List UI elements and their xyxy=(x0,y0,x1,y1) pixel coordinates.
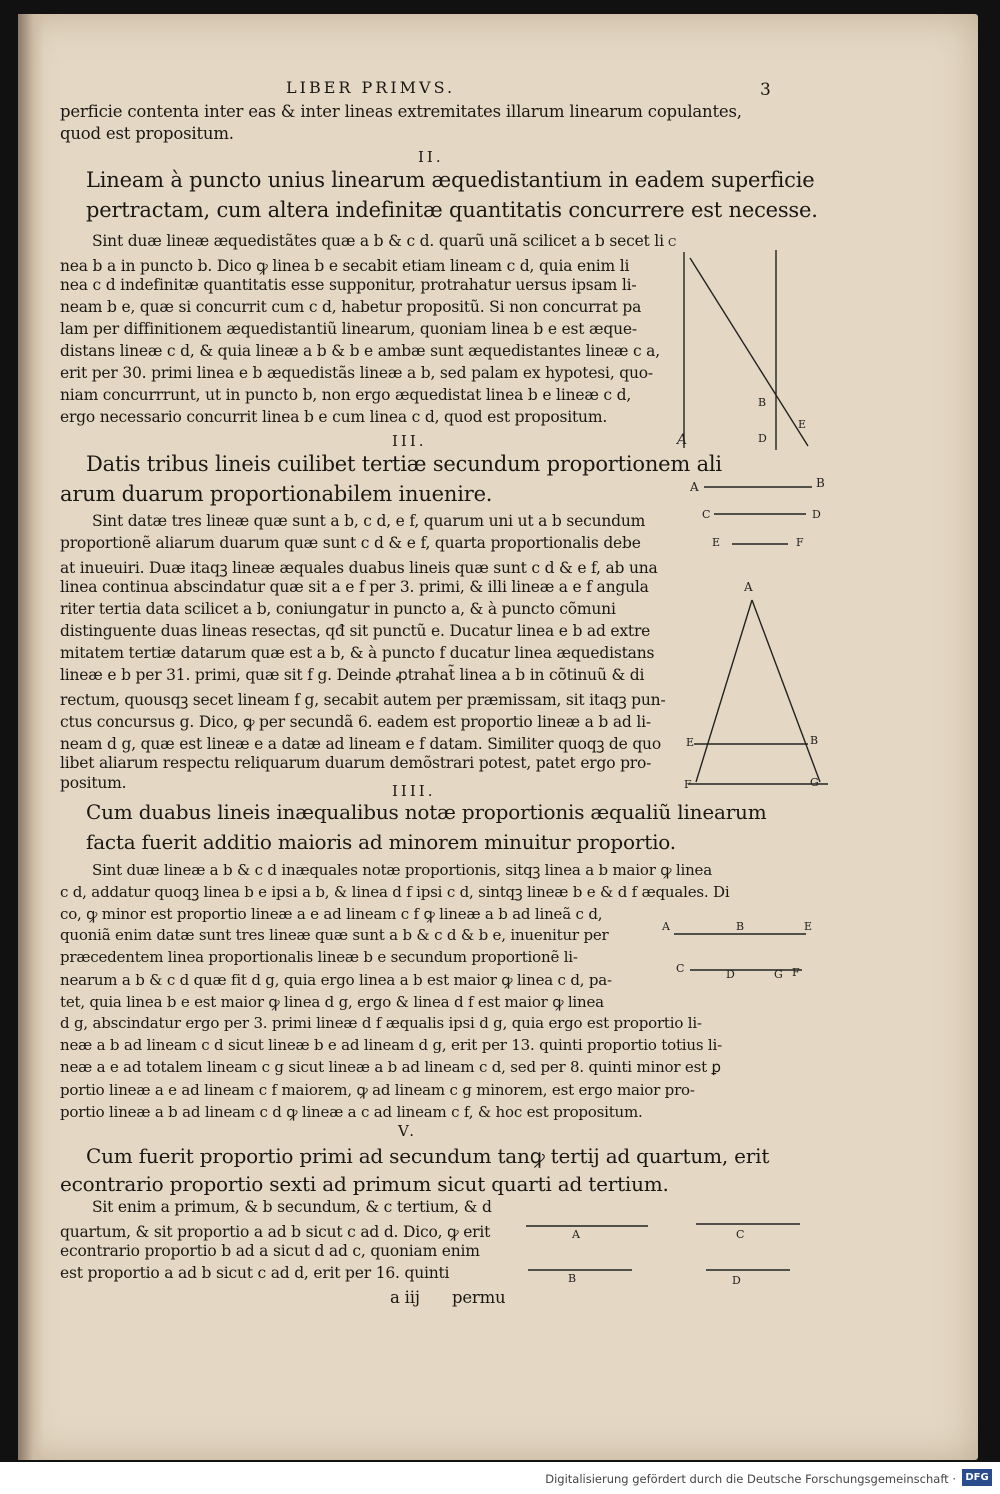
text-line: riter tertia data scilicet a b, coniungatur in puncto a, & à puncto cõmuni xyxy=(60,600,616,618)
proposition-heading: Cum duabus lineis inæqualibus notæ proportionis æqualiũ linearum xyxy=(86,800,767,824)
text-line: c d, addatur quoqꝫ linea b e ipsi a b, & linea d f ipsi c d, sintqꝫ lineæ b e & d f æquales. Di xyxy=(60,883,730,901)
figure-label: E xyxy=(798,418,807,431)
text-line: nea c d indefinitæ quantitatis esse supponitur, protrahatur uersus ipsam li- xyxy=(60,276,637,294)
text-line: portio lineæ a b ad lineam c d ꝙ lineæ a c ad lineam c f, & hoc est propositum. xyxy=(60,1103,643,1121)
proposition-heading: Lineam à puncto unius linearum æquedistantium in eadem superficie xyxy=(86,168,815,192)
text-line: niam concurrrunt, ut in puncto b, non ergo æquedistat linea b e lineæ c d, xyxy=(60,386,632,404)
text-line: quoniã enim datæ sunt tres lineæ quæ sunt a b & c d & b e, inuenitur per xyxy=(60,926,609,944)
figure-label: B xyxy=(736,920,745,933)
text-line: distans lineæ c d, & quia lineæ a b & b e ambæ sunt æquedistantes lineæ c a, xyxy=(60,342,660,360)
catchword: permu xyxy=(452,1288,506,1307)
figure-label: F xyxy=(796,536,804,549)
figure-label: A xyxy=(744,580,753,594)
figure-label: G xyxy=(774,968,783,981)
figure-label: C xyxy=(668,236,677,249)
text-line: neæ a e ad totalem lineam c g sicut lineæ a b ad lineam c d, sed per 8. quinti minor est ꝑ xyxy=(60,1058,721,1076)
signature-mark: a iij xyxy=(390,1288,420,1307)
proposition-heading: Cum fuerit proportio primi ad secundum tanꝙ tertij ad quartum, erit xyxy=(86,1144,770,1168)
text-line: Sint duæ lineæ æquedistãtes quæ a b & c d. quarũ unã scilicet a b secet li xyxy=(92,232,664,250)
figure-label: F xyxy=(684,778,692,791)
figure-label: G xyxy=(810,776,819,789)
text-line: econtrario proportio b ad a sicut d ad c, quoniam enim xyxy=(60,1242,480,1260)
text-line: linea continua abscindatur quæ sit a e f per 3. primi, & illi lineæ a e f angula xyxy=(60,578,649,596)
text-line: at inueuiri. Duæ itaqꝫ lineæ æquales duabus lineis quæ sunt c d & e f, ab una xyxy=(60,559,658,577)
proposition-number: IIII. xyxy=(392,782,436,800)
text-line: est proportio a ad b sicut c ad d, erit per 16. quinti xyxy=(60,1264,450,1282)
figure-label: B xyxy=(758,396,767,409)
figure-label: E xyxy=(712,536,721,549)
dfg-logo[interactable]: DFG xyxy=(962,1469,992,1486)
proposition-heading: econtrario proportio sexti ad primum sicut quarti ad tertium. xyxy=(60,1172,669,1196)
text-line: lineæ e b per 31. primi, quæ sit f g. Deinde ꝓtrahat̃ linea a b in cõtinuũ & di xyxy=(60,666,645,684)
text-line: Sint duæ lineæ a b & c d inæquales notæ proportionis, sitqꝫ linea a b maior ꝙ linea xyxy=(92,861,712,879)
figure-label: D xyxy=(758,432,767,445)
text-line: portio lineæ a e ad lineam c f maiorem, ꝙ ad lineam c g minorem, est ergo maior pro- xyxy=(60,1081,695,1099)
proposition-number: III. xyxy=(392,432,427,450)
text-line: distinguente duas lineas resectas, qđ sit punctũ e. Ducatur linea e b ad extre xyxy=(60,622,651,640)
text-line: d g, abscindatur ergo per 3. primi lineæ d f æqualis ipsi d g, quia ergo est proportio li- xyxy=(60,1014,702,1032)
figure-label: E xyxy=(804,920,813,933)
text-line: tet, quia linea b e est maior ꝙ linea d g, ergo & linea d f est maior ꝙ linea xyxy=(60,993,604,1011)
figure-label: D xyxy=(812,508,821,521)
figure-label: B xyxy=(568,1272,577,1285)
proposition-heading: pertractam, cum altera indefinitæ quantitatis concurrere est necesse. xyxy=(86,198,818,222)
figure-label: E xyxy=(686,736,695,749)
text-line: erit per 30. primi linea e b æquedistãs lineæ a b, sed palam ex hypotesi, quo- xyxy=(60,364,653,382)
proposition-heading: facta fuerit additio maioris ad minorem minuitur proportio. xyxy=(86,830,676,854)
footer-credit: Digitalisierung gefördert durch die Deutsche Forschungsgemeinschaft · xyxy=(545,1472,956,1486)
text-line: rectum, quousqꝫ secet lineam f g, secabit autem per præmissam, sit itaqꝫ pun- xyxy=(60,691,666,709)
text-line: quartum, & sit proportio a ad b sicut c ad d. Dico, ꝙ erit xyxy=(60,1223,491,1241)
proposition-heading: arum duarum proportionabilem inuenire. xyxy=(60,482,493,506)
figure-label: C xyxy=(736,1228,745,1241)
figure-label: D xyxy=(726,968,735,981)
footer-bar xyxy=(0,1462,1000,1494)
figure-label: B xyxy=(816,476,825,490)
figure-label: A xyxy=(572,1228,580,1241)
text-line: mitatem tertiæ datarum quæ est a b, & à puncto f ducatur linea æquedistans xyxy=(60,644,655,662)
text-line: positum. xyxy=(60,774,127,792)
figure-label: D xyxy=(732,1274,741,1287)
text-line: perficie contenta inter eas & inter lineas extremitates illarum linearum copulantes, xyxy=(60,102,742,121)
text-line: præcedentem linea proportionalis lineæ b e secundum proportionẽ li- xyxy=(60,948,578,966)
text-line: neam d g, quæ est lineæ e a datæ ad lineam e f datam. Similiter quoqꝫ de quo xyxy=(60,735,661,753)
proposition-number: II. xyxy=(418,148,444,166)
text-line: neam b e, quæ si concurrit cum c d, habetur propositũ. Si non concurrat pa xyxy=(60,298,642,316)
figure-label: A xyxy=(677,432,688,448)
text-line: Sint datæ tres lineæ quæ sunt a b, c d, e f, quarum uni ut a b secundum xyxy=(92,512,646,530)
text-line: Sit enim a primum, & b secundum, & c tertium, & d xyxy=(92,1198,492,1216)
figure-label: C xyxy=(676,962,685,975)
figure-label: F xyxy=(792,966,800,979)
text-line: lam per diffinitionem æquedistantiũ linearum, quoniam linea b e est æque- xyxy=(60,320,637,338)
figure-label: A xyxy=(690,480,699,494)
text-line: nea b a in puncto b. Dico ꝙ linea b e secabit etiam lineam c d, quia enim li xyxy=(60,257,630,275)
figure-label: A xyxy=(662,920,670,933)
text-line: ergo necessario concurrit linea b e cum linea c d, quod est propositum. xyxy=(60,408,608,426)
text-line: ctus concursus g. Dico, ꝙ per secundã 6. eadem est proportio lineæ a b ad li- xyxy=(60,713,651,731)
text-line: proportionẽ aliarum duarum quæ sunt c d & e f, quarta proportionalis debe xyxy=(60,534,641,552)
figure-label: C xyxy=(702,508,711,521)
running-head: LIBER PRIMVS. xyxy=(286,78,456,97)
figure-label: B xyxy=(810,734,819,747)
text-line: nearum a b & c d quæ fit d g, quia ergo linea a b est maior ꝙ linea c d, pa- xyxy=(60,971,612,989)
text-line: neæ a b ad lineam c d sicut lineæ b e ad lineam d g, erit per 13. quinti proportio totius li- xyxy=(60,1036,722,1054)
proposition-heading: Datis tribus lineis cuilibet tertiæ secundum proportionem ali xyxy=(86,452,722,476)
text-line: quod est propositum. xyxy=(60,124,234,143)
text-line: libet aliarum respectu reliquarum duarum demõstrari potest, patet ergo pro- xyxy=(60,754,652,772)
page-number: 3 xyxy=(760,80,771,100)
text-line: co, ꝙ minor est proportio lineæ a e ad lineam c f ꝙ lineæ a b ad lineã c d, xyxy=(60,905,603,923)
proposition-number: V. xyxy=(398,1122,417,1140)
